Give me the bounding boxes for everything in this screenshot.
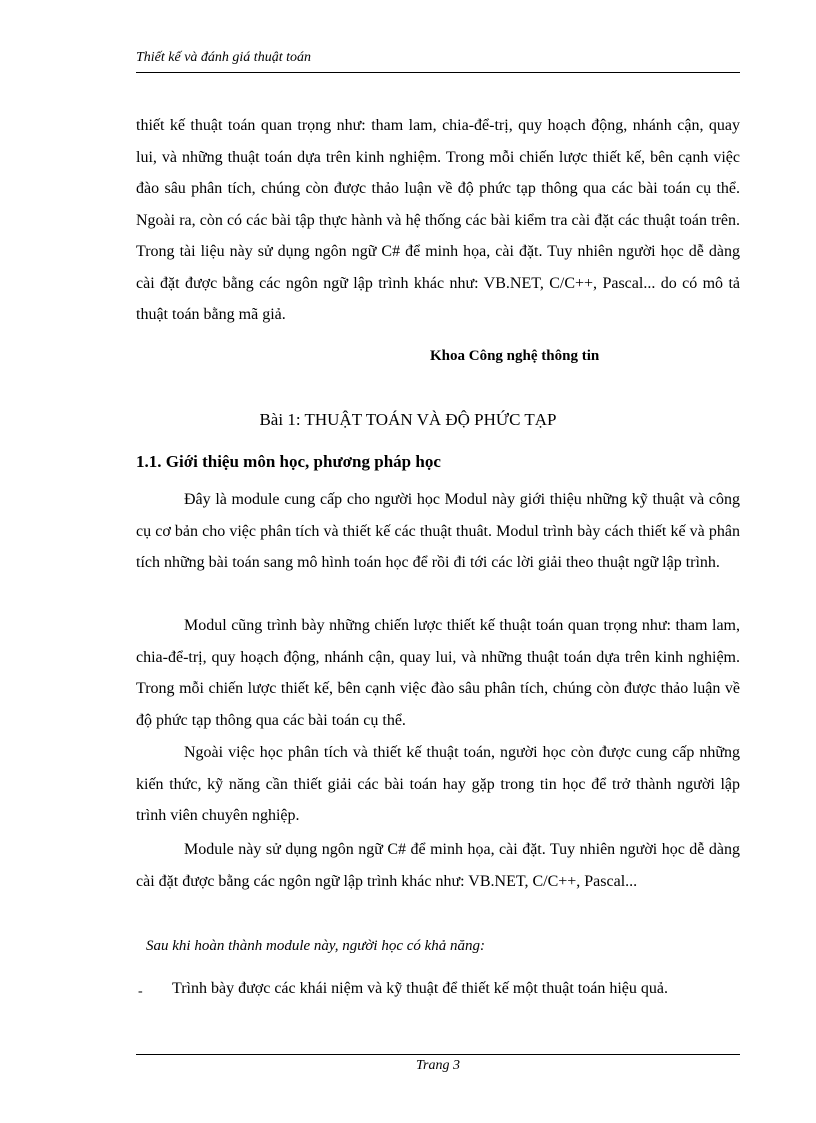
outcomes-intro: Sau khi hoàn thành module này, người học có khả năng: [146, 938, 486, 954]
body-paragraph-1: Đây là module cung cấp cho người học Modul này giới thiệu những kỹ thuật và công cụ cơ bản cho việc phân tích và thiết kế các thuật thuât. Modul trình bày cách thiết kế và phân tích những bài toán sang mô hình toán học để rồi đi tới các lời giải theo thuật ngữ lập trình. [136, 491, 740, 571]
bullet-text: Trình bày được các khái niệm và kỹ thuật để thiết kế một thuật toán hiệu quả. [172, 980, 668, 997]
bullet-mark: - [138, 984, 143, 999]
section-title: 1.1. Giới thiệu môn học, phương pháp học [136, 452, 441, 471]
footer-divider [136, 1054, 740, 1055]
body-paragraph-4: Module này sử dụng ngôn ngữ C# để minh họa, cài đặt. Tuy nhiên người học dễ dàng cài đặt được bằng các ngôn ngữ lập trình khác như: VB.NET, C/C++, Pascal... [136, 841, 740, 890]
faculty-name: Khoa Công nghệ thông tin [430, 348, 600, 364]
intro-paragraph: thiết kế thuật toán quan trọng như: tham lam, chia-để-trị, quy hoạch động, nhánh cận, quay lui, và những thuật toán dựa trên kinh nghiệm. Trong mỗi chiến lược thiết kế, bên cạnh việc đào sâu phân tích, chúng còn được thảo luận về độ phức tạp thông qua các bài toán cụ thể. Ngoài ra, còn có các bài tập thực hành và hệ thống các bài kiểm tra cài đặt các thuật toán trên. Trong tài liệu này sử dụng ngôn ngữ C# để minh họa, cài đặt. Tuy nhiên người học dễ dàng cài đặt được bằng các ngôn ngữ lập trình khác như: VB.NET, C/C++, Pascal... do có mô tả thuật toán bằng mã giả. [136, 117, 740, 323]
page-number: Trang 3 [416, 1058, 460, 1073]
header-title: Thiết kế và đánh giá thuật toán [136, 50, 311, 65]
page-header [136, 46, 740, 73]
body-paragraph-3: Ngoài việc học phân tích và thiết kế thuật toán, người học còn được cung cấp những kiến thức, kỹ năng cần thiết giải các bài toán hay gặp trong tin học để trở thành người lập trình viên chuyên nghiệp. [136, 744, 740, 824]
body-paragraph-2: Modul cũng trình bày những chiến lược thiết kế thuật toán quan trọng như: tham lam, chia-để-trị, quy hoạch động, nhánh cận, quay lui, và những thuật toán dựa trên kinh nghiệm. Trong mỗi chiến lược thiết kế, bên cạnh việc đào sâu phân tích, chúng còn được thảo luận về độ phức tạp thông qua các bài toán cụ thể. [136, 617, 740, 729]
chapter-title: Bài 1: THUẬT TOÁN VÀ ĐỘ PHỨC TẠP [259, 410, 557, 429]
